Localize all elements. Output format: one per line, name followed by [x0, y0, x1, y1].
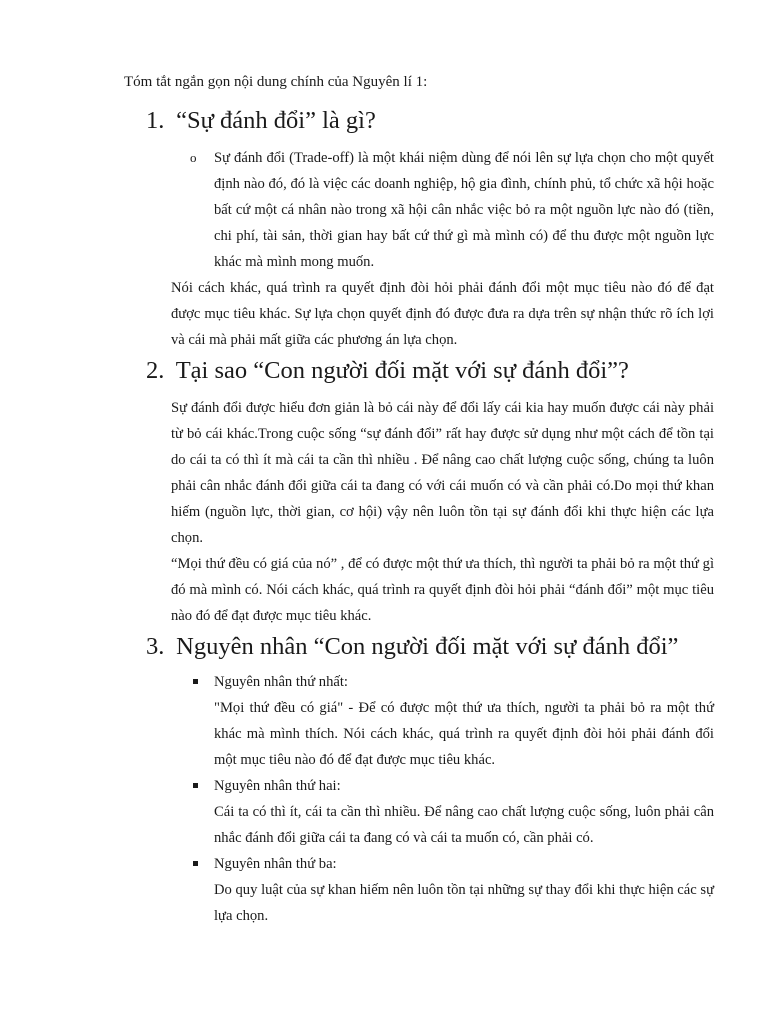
circle-bullet-icon: o — [190, 150, 197, 165]
section-2-title: Tại sao “Con người đối mặt với sự đánh đổi”? — [175, 357, 629, 384]
reason-1-label: Nguyên nhân thứ nhất: — [214, 674, 348, 690]
intro-text: Tóm tắt ngắn gọn nội dung chính của Nguyên lí 1: — [124, 74, 428, 90]
section-3-title: Nguyên nhân “Con người đối mặt với sự đánh đổi” — [176, 633, 679, 660]
reason-3-text: Do quy luật của sự khan hiếm nên luôn tồn tại những sự thay đổi khi thực hiện các sự lựa chọn. — [214, 882, 714, 924]
square-bullet-icon — [193, 861, 198, 866]
section-1-number: 1. — [146, 107, 165, 134]
reason-1 — [214, 669, 714, 773]
section-1-title: “Sự đánh đổi” là gì? — [176, 107, 376, 134]
section-1-heading — [146, 107, 376, 135]
section-3-heading — [146, 633, 678, 661]
reason-2-text: Cái ta có thì ít, cái ta cần thì nhiều. Để nâng cao chất lượng cuộc sống, luôn phải cân nhắc đánh đổi giữa cái ta đang có và cái ta muốn có, cần phải có. — [214, 804, 714, 846]
reason-1-text: "Mọi thứ đều có giá" - Để có được một thứ ưa thích, người ta phải bỏ ra một thứ khác mà mình thích. Nói cách khác, quá trình ra quyết định đòi hỏi phải đánh đổi một mục tiêu nào đó để đạt được mục tiêu khác. — [214, 700, 714, 768]
section-1-bullet: Sự đánh đổi (Trade-off) là một khái niệm dùng để nói lên sự lựa chọn cho một quyết định nào đó, đó là việc các doanh nghiệp, hộ gia đình, chính phủ, tổ chức xã hội hoặc bất cứ một cá nhân nào trong xã hội cân nhắc việc bỏ ra một nguồn lực nào đó (tiền, chi phí, tài sản, thời gian hay bất cứ thứ gì mà mình có) để thu được một nguồn lực khác mà mình mong muốn. — [214, 150, 714, 270]
section-2-number: 2. — [146, 357, 165, 384]
section-2-heading — [146, 357, 629, 385]
section-2-paragraph-1: Sự đánh đổi được hiểu đơn giản là bỏ cái này để đổi lấy cái kia hay muốn được cái này phải từ bỏ cái khác.Trong cuộc sống “sự đánh đổi” rất hay được sử dụng như một cách để tồn tại do cái ta có thì ít mà cái ta cần thì nhiều . Để nâng cao chất lượng cuộc sống, chúng ta luôn phải cân nhắc đánh đổi giữa cái ta đang có với cái muốn có và cần phải có.Do mọi thứ khan hiếm (nguồn lực, thời gian, cơ hội) vậy nên luôn tồn tại sự đánh đổi khi thực hiện các lựa chọn. — [171, 400, 714, 546]
reason-3-label: Nguyên nhân thứ ba: — [214, 856, 337, 872]
section-1-paragraph: Nói cách khác, quá trình ra quyết định đòi hỏi phải đánh đổi một mục tiêu nào đó để đạt được mục tiêu khác. Sự lựa chọn quyết định đó được đưa ra dựa trên sự nhận thức rõ ích lợi và cái mà phải mất giữa các phương án lựa chọn. — [171, 280, 714, 348]
reason-2 — [214, 773, 714, 851]
reason-3 — [214, 851, 714, 929]
section-3-number: 3. — [146, 633, 165, 660]
section-2-paragraph-2: “Mọi thứ đều có giá của nó” , để có được một thứ ưa thích, thì người ta phải bỏ ra một thứ gì đó mà mình có. Nói cách khác, quá trình ra quyết định đòi hỏi phải “đánh đổi” một mục tiêu nào đó để đạt được mục tiêu khác. — [171, 556, 714, 624]
square-bullet-icon — [193, 679, 198, 684]
square-bullet-icon — [193, 783, 198, 788]
reason-2-label: Nguyên nhân thứ hai: — [214, 778, 341, 794]
